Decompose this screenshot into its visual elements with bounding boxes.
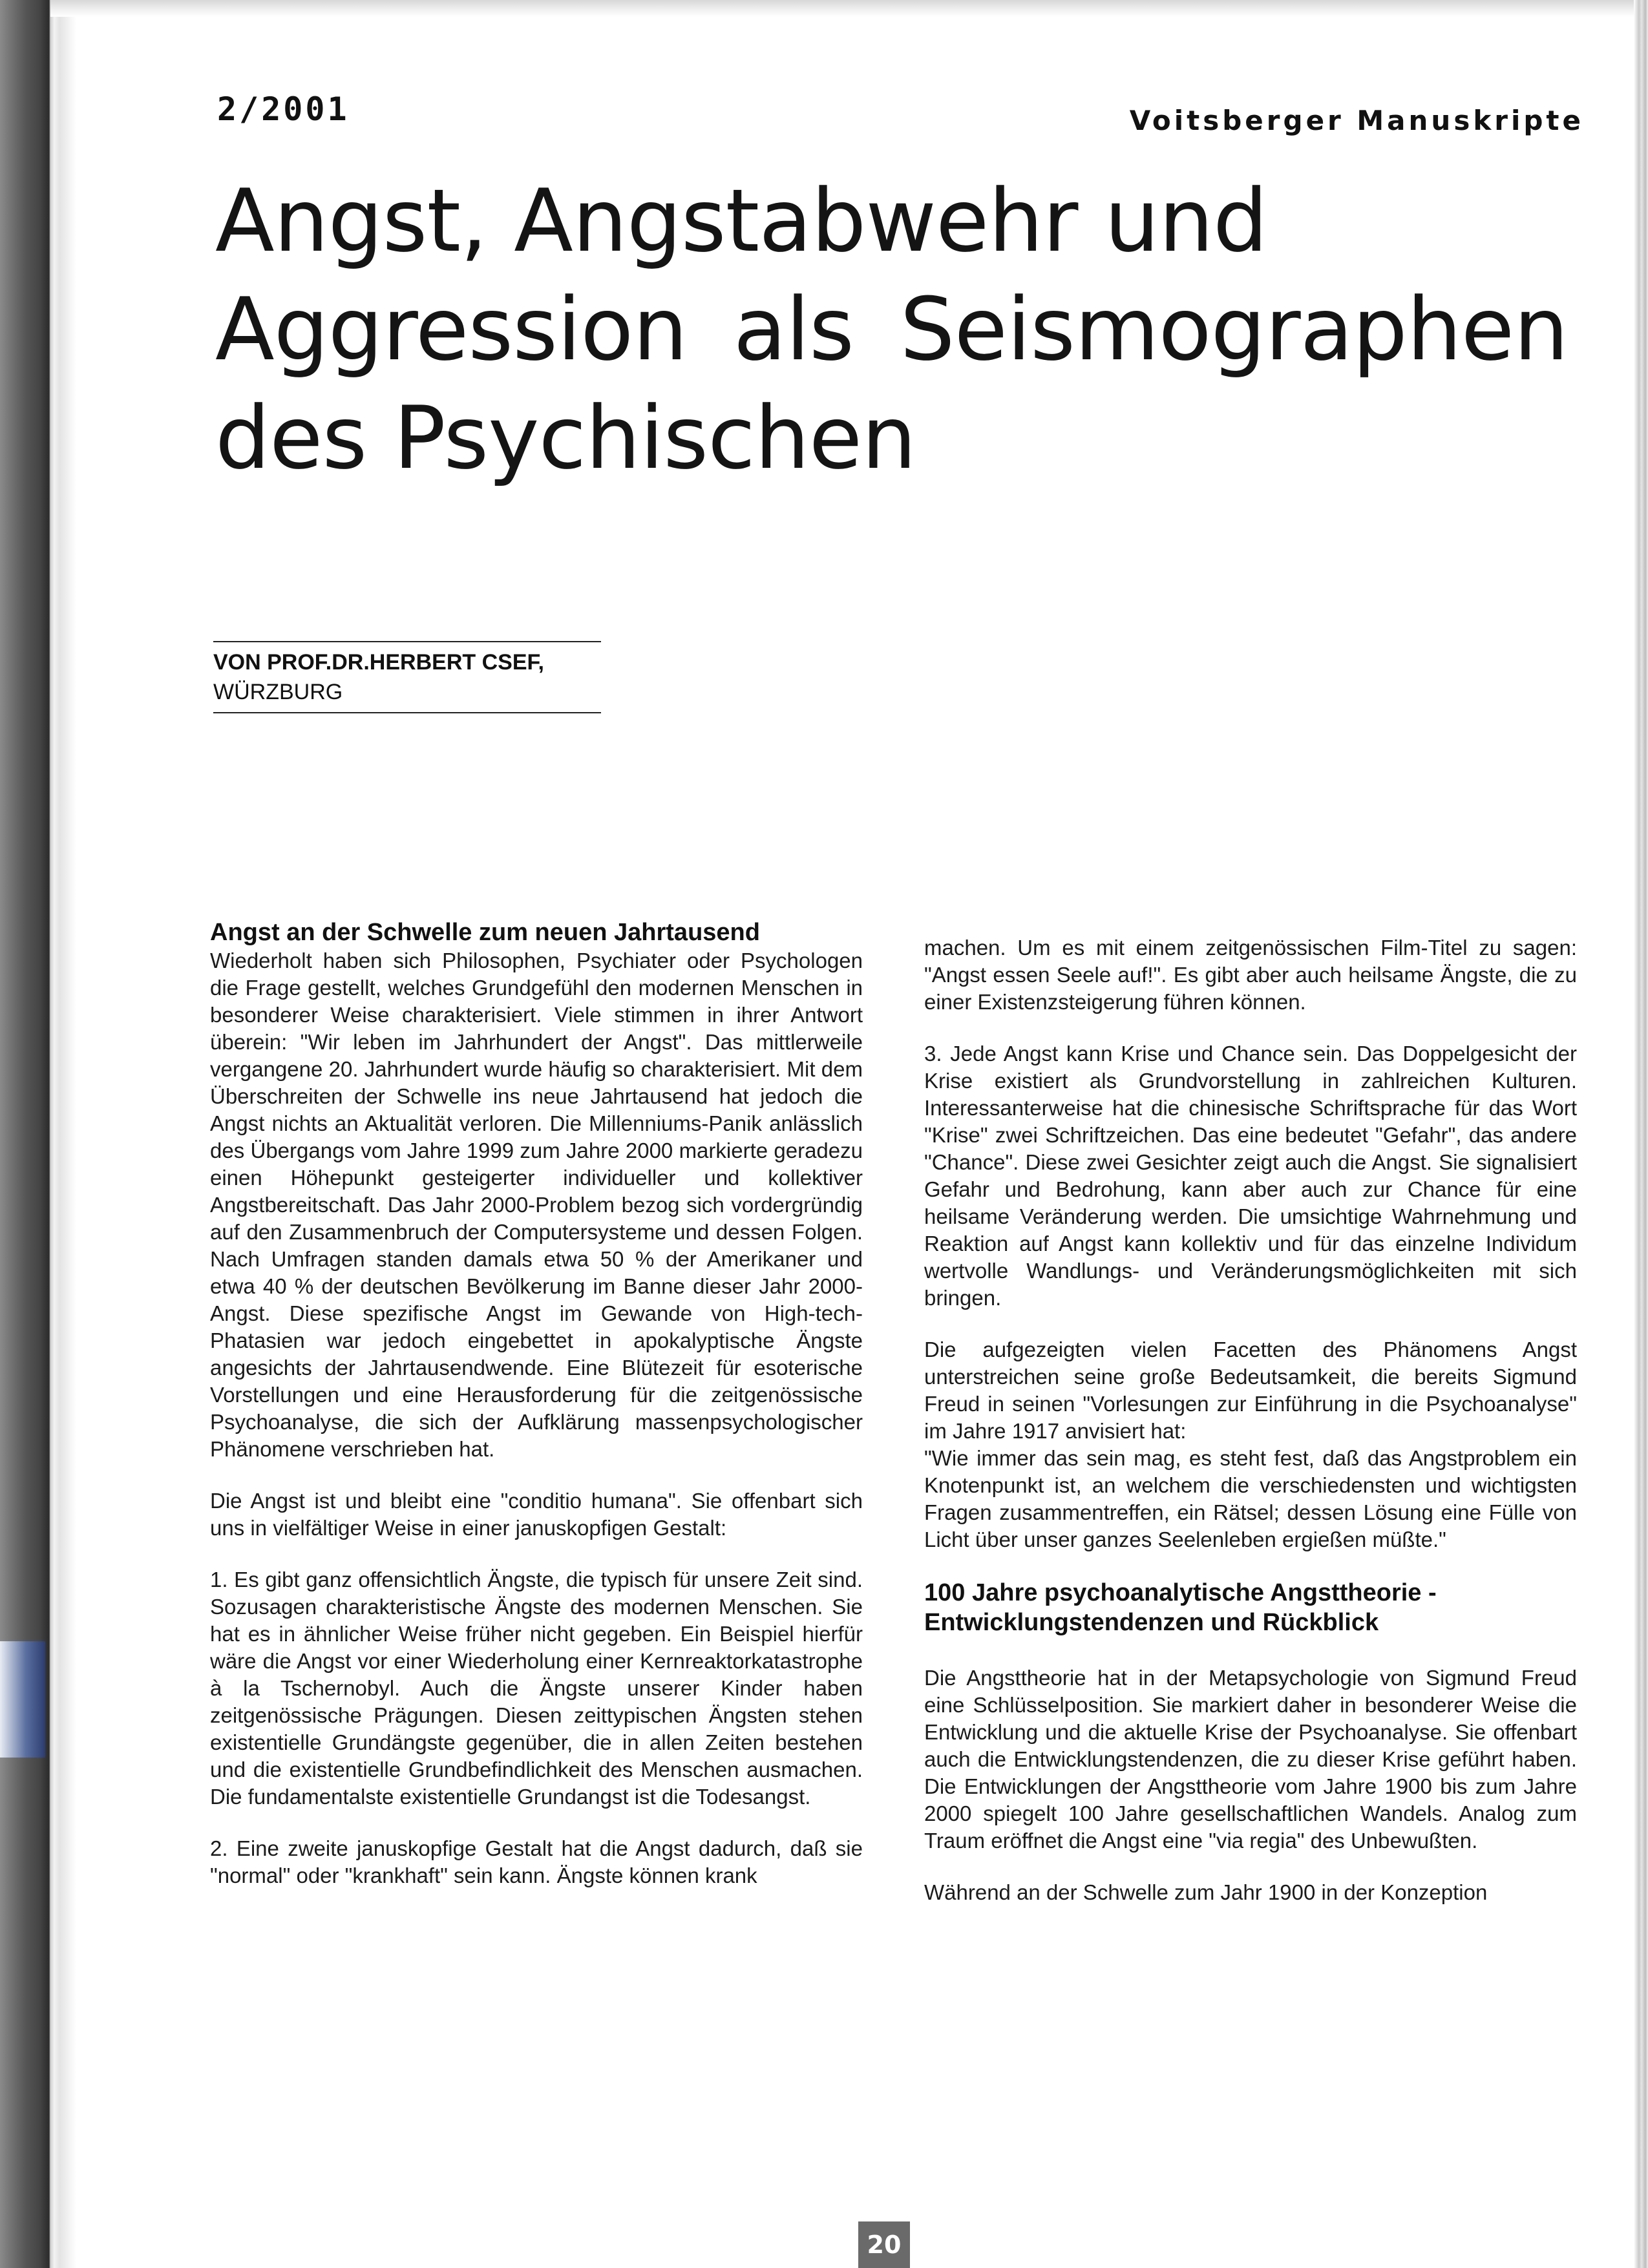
article-title-line: Angst, Angstabwehr und (215, 171, 1267, 271)
issue-number: 2/2001 (217, 90, 350, 128)
author-city: WÜRZBURG (213, 680, 343, 704)
byline (213, 641, 601, 713)
body-paragraph: Die Angsttheorie hat in der Metapsychologie von Sigmund Freud eine Schlüsselposition. Sie markiert daher in besonderer Weise die Entwicklung und die aktuelle Krise der Psychoanalyse. Sie offenbart auch die Entwicklungstendenzen, die zu dieser Krise geführt haben. Die Entwicklungen der Angsttheorie vom Jahre 1900 bis zum Jahre 2000 spiegelt 100 Jahre gesellschaftlichen Wandels. Analog zum Traum eröffnet die Angst eine "via regia" des Unbewußten. (924, 1666, 1577, 1853)
article-title-line: des Psychischen (215, 388, 916, 488)
article-title (215, 167, 1598, 492)
article-title-line: Aggression als Seismographen (215, 279, 1569, 380)
page-stack-right (1634, 0, 1648, 2268)
byline-rule-top (213, 641, 601, 642)
body-paragraph: Die Angst ist und bleibt eine "conditio humana". Sie offenbart sich uns in vielfältiger Weise in einer januskopfigen Gestalt: (210, 1489, 863, 1540)
author-name: VON PROF.DR.HERBERT CSEF, (213, 650, 544, 675)
page-number: 20 (858, 2221, 910, 2268)
section-heading: Angst an der Schwelle zum neuen Jahrtausend (210, 919, 760, 946)
body-paragraph: Wiederholt haben sich Philosophen, Psychiater oder Psychologen die Frage gestellt, welches Grundgefühl den modernen Menschen in besonderer Weise charakterisiert. Viele stimmen in ihrer Antwort überein: "Wir leben im Jahrhundert der Angst". Das mittlerweile vergangene 20. Jahrhundert wurde häufig so charakterisiert. Mit dem Überschreiten der Schwelle ins neue Jahrtausend hat jedoch die Angst nichts an Aktualität verloren. Die Millenniums-Panik anlässlich des Übergangs vom Jahre 1999 zum Jahre 2000 markierte geradezu einen Höhepunkt gesteigerter individueller und kollektiver Angstbereitschaft. Das Jahr 2000-Problem bezog sich vordergründig auf den Zusammenbruch der Computersysteme und dessen Folgen. Nach Umfragen standen damals etwa 50 % der Amerikaner und etwa 40 % der deutschen Bevölkerung im Banne dieser Jahr 2000-Angst. Diese spezifische Angst im Gewande von High-tech-Phatasien war jedoch eingebettet in apokalyptische Ängste angesichts der Jahrtausendwende. Eine Blütezeit für esoterische Vorstellungen und eine Herausforderung für die zeitgenössische Psychoanalyse, die sich der Aufklärung massenpsychologischer Phänomene verschrieben hat. (210, 949, 863, 1461)
body-paragraph: 2. Eine zweite januskopfige Gestalt hat die Angst dadurch, daß sie "normal" oder "krankhaft" sein kann. Ängste können krank (210, 1836, 863, 1887)
page-stack-left (50, 0, 76, 2268)
body-paragraph: 1. Es gibt ganz offensichtlich Ängste, die typisch für unsere Zeit sind. Sozusagen charakteristische Ängste des modernen Menschen. Sie hat es in ähnlicher Weise früher nicht gegeben. Ein Beispiel hierfür wäre die Angst vor einer Wiederholung einer Kernreaktorkatastrophe à la Tschernobyl. Auch die Ängste unserer Kinder haben zeitgenössische Prägungen. Diesen zeittypischen Ängsten stehen existentielle Grundängste gegenüber, die in allen Zeiten bestehen und die existentielle Grundbefindlichkeit des Menschen ausmachen. Die fundamentalste existentielle Grundangst ist die Todesangst. (210, 1568, 863, 1809)
scan-edge-mark (0, 1641, 45, 1758)
left-column (210, 918, 863, 1889)
byline-rule-bottom (213, 712, 601, 713)
body-paragraph: 3. Jede Angst kann Krise und Chance sein. Das Doppelgesicht der Krise existiert als Grundvorstellung in zahlreichen Kulturen. Interessanterweise hat die chinesische Schriftsprache für das Wort "Krise" zwei Schriftzeichen. Das eine bedeutet "Gefahr", das andere "Chance". Diese zwei Gesichter zeigt auch die Angst. Sie signalisiert Gefahr und Bedrohung, kann aber auch zur Chance für eine heilsame Veränderung werden. Die umsichtige Wahrnehmung und Reaktion auf Angst kann kollektiv und für das einzelne Individum wertvolle Wandlungs- und Veränderungsmöglichkeiten mit sich bringen. (924, 1042, 1577, 1310)
right-column (924, 934, 1577, 1906)
scan-edge-left (0, 0, 50, 2268)
section-heading: 100 Jahre psychoanalytische Angsttheorie - Entwicklungstendenzen und Rückblick (924, 1579, 1437, 1636)
publication-name: Voitsberger Manuskripte (1129, 105, 1584, 136)
body-paragraph: Die aufgezeigten vielen Facetten des Phänomens Angst unterstreichen seine große Bedeutsamkeit, die bereits Sigmund Freud in seinen "Vorlesungen zur Einführung in die Psychoanalyse" im Jahre 1917 anvisiert hat: (924, 1338, 1577, 1443)
freud-quote: "Wie immer das sein mag, es steht fest, daß das Angstproblem ein Knotenpunkt ist, an welchem die verschiedensten und wichtigsten Fragen zusammentreffen, ein Rätsel; dessen Lösung eine Fülle von Licht über unser ganzes Seelenleben ergießen müßte." (924, 1446, 1577, 1551)
body-paragraph: Während an der Schwelle zum Jahr 1900 in der Konzeption (924, 1880, 1488, 1904)
page-stack-top (50, 0, 1648, 17)
body-paragraph: machen. Um es mit einem zeitgenössischen Film-Titel zu sagen: "Angst essen Seele auf!". Es gibt aber auch heilsame Ängste, die zu einer Existenzsteigerung führen können. (924, 936, 1577, 1014)
